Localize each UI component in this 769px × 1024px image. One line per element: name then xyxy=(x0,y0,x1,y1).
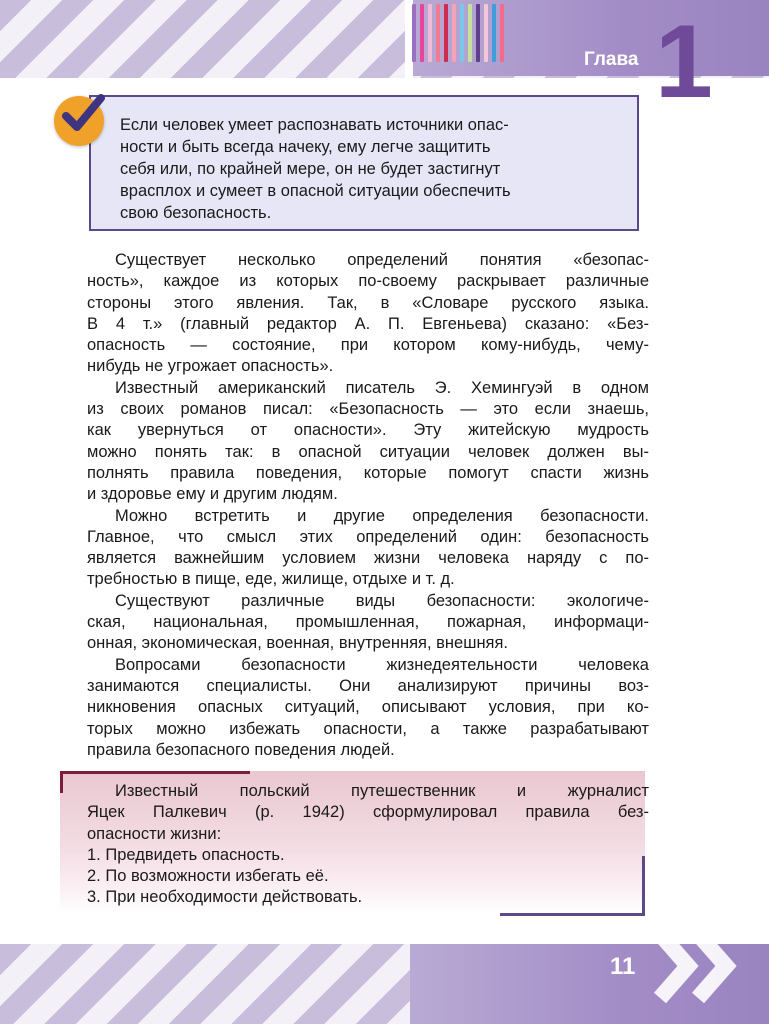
text-line: опасности жизни: xyxy=(87,824,222,843)
chapter-number: 1 xyxy=(655,4,713,120)
color-stripe xyxy=(468,4,472,62)
text-line: Главное, что смысл этих определений один: безопасность xyxy=(87,527,649,546)
text-line: Известный польский путешественник и журналист xyxy=(115,782,649,800)
key-idea-text xyxy=(120,114,626,224)
rules-box-corner-left xyxy=(60,771,63,793)
text-line: нибудь не угрожает опасность». xyxy=(87,357,334,376)
text-line: является важнейшим условием жизни человека наряду с по- xyxy=(87,549,649,568)
text-line: Существует несколько определений понятия «безопас- xyxy=(115,251,649,269)
rule-item: 3. При необходимости действовать. xyxy=(87,888,363,907)
text-line: ности и быть всегда начеку, ему легче защитить xyxy=(120,138,491,156)
text-line: онная, экономическая, военная, внутренняя, внешняя. xyxy=(87,634,509,653)
text-line: Яцек Палкевич (р. 1942) сформулировал правила без- xyxy=(87,803,649,822)
color-stripe xyxy=(428,4,432,62)
text-line: как увернуться от опасности». Эту житейскую мудрость xyxy=(87,421,649,440)
chapter-label: Глава xyxy=(584,49,639,70)
text-line: требностью в пище, еде, жилище, отдыхе и т. д. xyxy=(87,570,455,589)
text-line: Известный американский писатель Э. Хемингуэй в одном xyxy=(115,378,649,397)
text-line: свою безопасность. xyxy=(120,204,272,222)
color-stripes xyxy=(412,4,504,62)
color-stripe xyxy=(436,4,440,62)
text-line: и здоровье ему и другим людям. xyxy=(87,485,338,504)
text-line: занимаются специалисты. Они анализируют причины воз- xyxy=(87,676,649,695)
color-stripe xyxy=(452,4,456,62)
text-line: В 4 т.» (главный редактор А. П. Евгеньева) сказано: «Без- xyxy=(87,314,649,333)
text-line: можно понять так: в опасной ситуации человек должен вы- xyxy=(87,442,649,461)
color-stripe xyxy=(484,4,488,62)
text-line: Если человек умеет распознавать источники опас- xyxy=(120,116,509,134)
color-stripe xyxy=(444,4,448,62)
color-stripe xyxy=(492,4,496,62)
text-line: ность», каждое из которых по-своему раскрывает различные xyxy=(87,272,649,291)
double-chevron-right-icon[interactable] xyxy=(652,926,752,1011)
rules-box-corner-top xyxy=(60,771,250,774)
rule-item: 2. По возможности избегать её. xyxy=(87,867,329,886)
text-line: из своих романов писал: «Безопасность — это если знаешь, xyxy=(87,400,649,419)
body-text xyxy=(87,250,649,761)
color-stripe xyxy=(500,4,504,62)
color-stripe xyxy=(460,4,464,62)
text-line: торых можно избежать опасности, а также разрабатывают xyxy=(87,719,649,738)
text-line: Вопросами безопасности жизнедеятельности человека xyxy=(115,655,649,674)
text-line: врасплох и сумеет в опасной ситуации обеспечить xyxy=(120,182,511,200)
text-line: стороны этого явления. Так, в «Словаре русского языка. xyxy=(87,293,649,312)
text-line: себя или, по крайней мере, он не будет застигнут xyxy=(120,160,501,178)
text-line: Можно встретить и другие определения безопасности. xyxy=(115,506,649,525)
text-line: опасность — состояние, при котором кому-нибудь, чему- xyxy=(87,336,649,355)
text-line: правила безопасного поведения людей. xyxy=(87,740,395,759)
rule-item: 1. Предвидеть опасность. xyxy=(87,845,285,864)
page-number: 11 xyxy=(610,953,636,980)
checkmark-icon xyxy=(54,96,104,146)
color-stripe xyxy=(476,4,480,62)
rules-text xyxy=(87,781,649,909)
color-stripe xyxy=(420,4,424,62)
text-line: ская, национальная, промышленная, пожарная, информаци- xyxy=(87,613,649,632)
text-line: полнять правила поведения, которые помогут спасти жизнь xyxy=(87,463,649,482)
rules-box-corner-bottom xyxy=(500,913,645,916)
text-line: никновения опасных ситуаций, описывают условия, при ко- xyxy=(87,698,649,717)
text-line: Существуют различные виды безопасности: экологиче- xyxy=(115,591,649,610)
color-stripe xyxy=(412,4,416,62)
